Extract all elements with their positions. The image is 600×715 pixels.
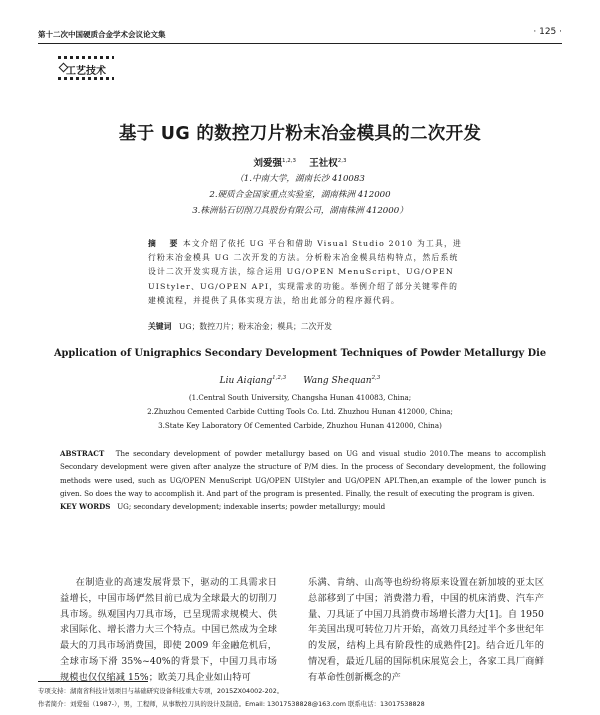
author-affil-sup: 2,3 [337,157,347,164]
header-page-number: · 125 · [533,27,562,37]
badge-star-row-bottom [58,77,114,80]
author-name-en: Wang Shequan [303,376,372,386]
footnote-funding: 专项支持：湖南省科技计划项目与基础研究设备科技重大专项，2015ZX04002-202。 [38,687,284,695]
abstract-en [60,447,546,500]
footnote-rule [38,681,148,682]
header-journal-title: 第十二次中国硬质合金学术会议论文集 [38,30,166,39]
affiliation-en-3: 3.State Key Laboratory Of Cemented Carbide, Zhuzhou Hunan 412000, China) [158,421,442,430]
author-affil-sup: 1,2,3 [282,157,296,164]
affiliation-en-2: 2.Zhuzhou Cemented Carbide Cutting Tools Co. Ltd. Zhuzhou Hunan 412000, China; [147,407,453,416]
abstract-en-label: ABSTRACT [60,449,105,458]
author-affil-sup: 2,3 [371,375,381,381]
author-name: 刘爱强 [253,158,282,169]
keywords-en-text: UG; secondary development; indexable inserts; powder metallurgy; mould [117,502,386,511]
authors-cn [0,155,600,169]
abstract-cn-text: 本文介绍了依托 UG 平台和借助 Visual Studio 2010 为工具，进行粉末冶金模具 UG 二次开发的方法。分析粉末冶金模具结构特点，然后系统设计二次开发实现方法，综合运用 UG/OPEN MenuScript、UG/OPEN UIStyler、UG/OPEN API，实现需求的功能。举例介绍了部分关键零件的建模流程，并提供了具体实现方法，给出此部分的程序源代码。 [148,239,462,305]
footnote-author-bio: 作者简介：刘爱强（1987-），男，工程师，从事数控刀具的设计及制造。Email: 13017538828@163.com 联系电话：13017538828 [38,700,425,708]
affiliation-cn-3: 3.株洲钻石切削刀具股份有限公司，湖南株洲 412000） [192,206,408,216]
author-affil-sup: 1,2,3 [272,375,287,381]
affiliation-cn-1: （1.中南大学，湖南长沙 410083 [235,174,365,184]
body-column-left: 在制造业的高速发展背景下，驱动的工具需求日益增长，中国市场俨然目前已成为全球最大的切削刀具市场。纵观国内刀具市场，已呈现需求规模大、供求国际化、增长潜力大三个特点。中国已然成为全球最大的刀具市场消费国，即使 2009 年金融危机后，全球市场下滑 35%~40%的背景下，中国刀具市场规模也仅仅缩减 15%；欧美刀具企业如山特可 [60,577,277,683]
author-name-en: Liu Aiqiang [219,376,273,386]
section-badge [58,56,114,80]
abstract-cn [148,237,464,308]
badge-star-row-top [58,56,114,59]
body-column-right: 乐满、肯纳、山高等也纷纷将原来设置在新加坡的亚太区总部移到了中国；消费潜力看，中国的机床消费、汽车产量、刀具证了中国刀具消费市场增长潜力大[1]。自 1950 年美国出现可转位刀片开始，高效刀具经过半个多世纪年的发展，结构上具有阶段性的成熟件[2]。结合近几年的情况看，最近几届的国际机床展览会上，各家工具厂商鲜有革命性创新概念的产 [308,577,544,683]
abstract-cn-label: 摘 要 [148,239,181,248]
paper-title-en: Application of Unigraphics Secondary Development Techniques of Powder Metallurgy Die [53,348,547,359]
header-rule [38,43,562,44]
authors-en [0,375,600,386]
keywords-cn-text: UG；数控刀片；粉末冶金；模具；二次开发 [178,322,332,331]
affiliation-cn-2: 2.硬质合金国家重点实验室，湖南株洲 412000 [209,190,391,200]
keywords-en [60,502,546,511]
affiliation-en-1: (1.Central South University, Changsha Hunan 410083, China; [188,393,412,402]
keywords-en-label: KEY WORDS [60,502,111,511]
keywords-cn [148,321,468,332]
author-name: 王社权 [309,158,338,169]
keywords-cn-label: 关键词 [148,322,172,331]
running-header [38,27,562,41]
section-label: 工艺技术 [66,66,106,77]
abstract-en-text: The secondary development of powder metallurgy based on UG and visual studio 2010.The means to accomplish Secondary development were given after analyze the structure of P/M dies. In the process of Secondary development, the following methods were used, such as UG/OPEN MenuScript UG/OPEN UIStyler and UG/OPEN API.Then,an example of the lower punch is given. So does the way to accomplish it. And part of the program is presented. Finally, the result of executing the program is given. [60,449,546,498]
paper-title: 基于 UG 的数控刀片粉末冶金模具的二次开发 [118,124,482,144]
